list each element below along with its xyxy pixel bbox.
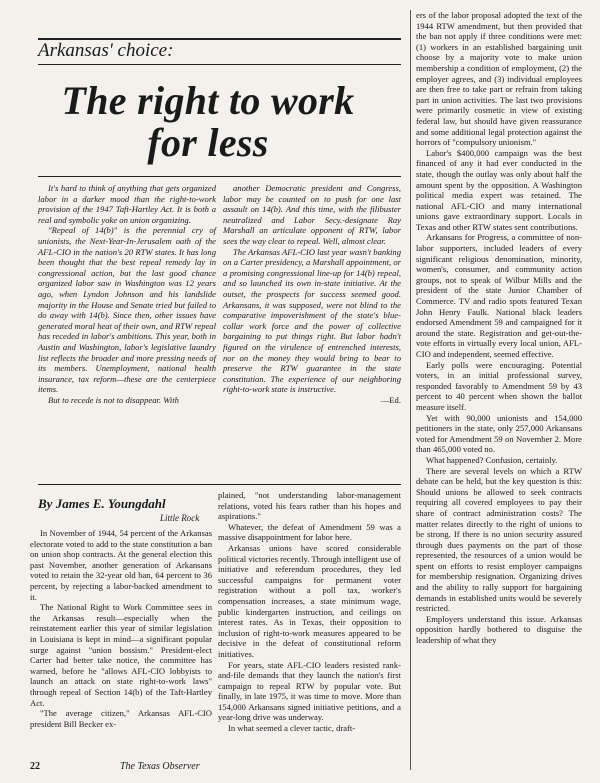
kicker: Arkansas' choice: — [38, 40, 174, 61]
body-paragraph: Labor's $400,000 campaign was the best financed of any it had ever conducted in the state, though the outlay was only about half the amount spent by the opposition. A Washington political media expert was retained. The national AFL-CIO and many international unions gave extraordinary support. Locals in Texas and other RTW states sent contributions. — [416, 147, 582, 232]
body-paragraph: Whatever, the defeat of Amendment 59 was a massive disappointment for labor here. — [218, 521, 401, 543]
headline — [38, 80, 378, 164]
intro-paragraph: But to recede is not to disappear. With — [48, 394, 179, 405]
body-paragraph: Arkansas unions have scored considerable political victories recently. Through intelligent use of initiative and referendum procedures, they led successful campaigns for permanent voter registration without a poll tax, worker's compensation increases, a state minimum wage, public kindergarten instruction, and ceilings on interest rates. As in Texas, their opposition to inclusion of right-to-work measures appeared to be decisive in the defeat of constitutional reform initiatives. — [218, 542, 401, 659]
headline-line-1: The right to work — [61, 78, 355, 123]
body-paragraph: The National Right to Work Committee sees in the Arkansas result—especially when the reinstatement earlier this year of similar legislation in Louisiana is kept in mind—a significant popular surge against "union bossism." President-elect Carter had better take notice, the committee has warned, before he "allows AFL-CIO lobbyists to launch an attack on state right-to-work laws" through repeal of Section 14(b) of the Taft-Hartley Act. — [30, 602, 212, 708]
page-number: 22 — [30, 761, 40, 772]
intro-column-2 — [223, 183, 401, 405]
publication-name: The Texas Observer — [120, 761, 200, 772]
byline: By James E. Youngdahl — [38, 496, 166, 511]
headline-line-2: for less — [147, 120, 269, 165]
body-paragraph: Arkansans for Progress, a committee of non-labor supporters, included leaders of every significant religious denomination, minority, women's, consumer, and community action groups, not to speak of Wilbur Mills and the president of the state Junior Chamber of Commerce. TV and radio spots featured Texan John Henry Faulk. National black leaders endorsed Amendment 59 and campaigned for it around the state. Registration and get-out-the-vote efforts in virtually every local union, AFL-CIO and independent, seemed effective. — [416, 232, 582, 359]
intro-paragraph: another Democratic president and Congress, labor may be counted on to push for one last assault on 14(b). And this time, with the filibuster neutralized and Labor Secy.-designate Ray Marshall an articulate opponent of RTW, labor sees the way clear to repeal. Well, almost clear. — [223, 183, 401, 246]
body-paragraph: What happened? Confusion, certainly. — [426, 454, 558, 465]
body-column-2 — [218, 490, 401, 734]
byline-rule — [38, 484, 401, 485]
intro-paragraph: The Arkansas AFL-CIO last year wasn't banking on a Carter presidency, a Marshall appointment, or a promising congressional line-up for 14(b) repeal, and so launched its own in-state initiative. At the outset, the prospects for success seemed good. Arkansans, it was supposed, were not blind to the comparative impoverishment of the state's blue-collar work force and the power of collective bargaining to put things right. But labor hadn't figured on the virulence of entrenched interests, nor on the money they would bring to bear to preserve the RTW guarantee in the state constitution. The experience of our neighboring right-to-work state is instructive. — [223, 246, 401, 395]
body-column-1 — [30, 528, 212, 729]
body-paragraph: ers of the labor proposal adopted the text of the 1944 RTW amendment, but then provided that the ban not apply if three conditions were met: (1) workers in an established bargaining unit choose by a majority vote to make union membership a condition of employment, (2) the employer agrees, and (3) individual employees are then free to take part or refrain from taking part in union activities. The last two provisions were primarily cosmetic in view of existing federal law, but should have given reassurance and some additional legal protection against the horrors of "compulsory unionism." — [416, 10, 582, 148]
body-paragraph: There are several levels on which a RTW debate can be held, but the key question is this: Should unions be allowed to seek contracts requiring all covered employees to pay their share of contract administration costs? The matter relates directly to the right of unions to be strong. If there is no union security assured through dues payments on the part of those represented, the resources of a union would be spent on efforts to resist employer campaigns for membership resignation. Organizing drives and the ability to rally support for bargaining demands in established units would be severely restricted. — [416, 465, 582, 614]
right-column — [416, 10, 582, 646]
intro-paragraph: "Repeal of 14(b)" is the perennial cry of unionists, the Next-Year-In-Jerusalem oath of the AFL-CIO in the nation's 20 RTW states. It has long been thought that the best repeal remedy lay in congressional action, but the last good chance organized labor saw in Washington was 12 years ago, when Lyndon Johnson and his landslide majority in the House and Senate tried but failed to do away with 14(b). Since then, other issues have generated moral heat of their own, and RTW repeal has receded in labor's ambitions. This year, both in Austin and Washington, labor's legislative laundry list reflects the broader and more pressing needs of its members. Unemployment, national health insurance, tax reform—these are the centerpiece items. — [38, 225, 216, 395]
body-paragraph: In what seemed a clever tactic, draft- — [228, 723, 356, 734]
body-paragraph: "The average citizen," Arkansas AFL-CIO president Bill Becker ex- — [30, 708, 212, 729]
body-paragraph: Yet with 90,000 unionists and 154,000 petitioners in the state, only 257,000 Arkansans voted for Amendment 59 on November 2. More than 465,000 voted no. — [416, 412, 582, 455]
body-paragraph: In November of 1944, 54 percent of the Arkansas electorate voted to add to the state constitution a ban on union shop contracts. At the general election this past November, another generation of Arkansans voted to retain the 32-year old ban, 64 percent to 36 percent, by rejecting a labor-backed amendment to it. — [30, 528, 212, 602]
body-paragraph: For years, state AFL-CIO leaders resisted rank-and-file demands that they launch the nation's first campaign to repeal RTW by popular vote. But finally, in late 1975, it was time to move. More than 154,000 Arkansans signed initiative petitions, and a year-long drive was underway. — [218, 659, 401, 723]
editor-signature: —Ed. — [380, 394, 401, 405]
body-paragraph: Employers understand this issue. Arkansas opposition hardly bothered to disguise the leadership of what they — [416, 613, 582, 646]
intro-paragraph: It's hard to think of anything that gets organized labor in a darker mood than the right-to-work provision of the 1947 Taft-Hartley Act. It is both a real and symbolic yoke on union organizing. — [38, 183, 216, 225]
intro-column-1 — [38, 183, 216, 405]
kicker-rule — [38, 64, 401, 65]
headline-bottom-rule — [38, 176, 401, 177]
body-paragraph: Early polls were encouraging. Potential voters, in an initial professional survey, responded favorably to Amendment 59 by 43 percent to 40 percent when shown the ballot measure itself. — [416, 359, 582, 412]
body-paragraph: plained, "not understanding labor-management relations, voted his fears rather than his hopes and aspirations." — [218, 490, 401, 522]
column-divider — [410, 10, 411, 770]
dateline: Little Rock — [160, 513, 200, 523]
